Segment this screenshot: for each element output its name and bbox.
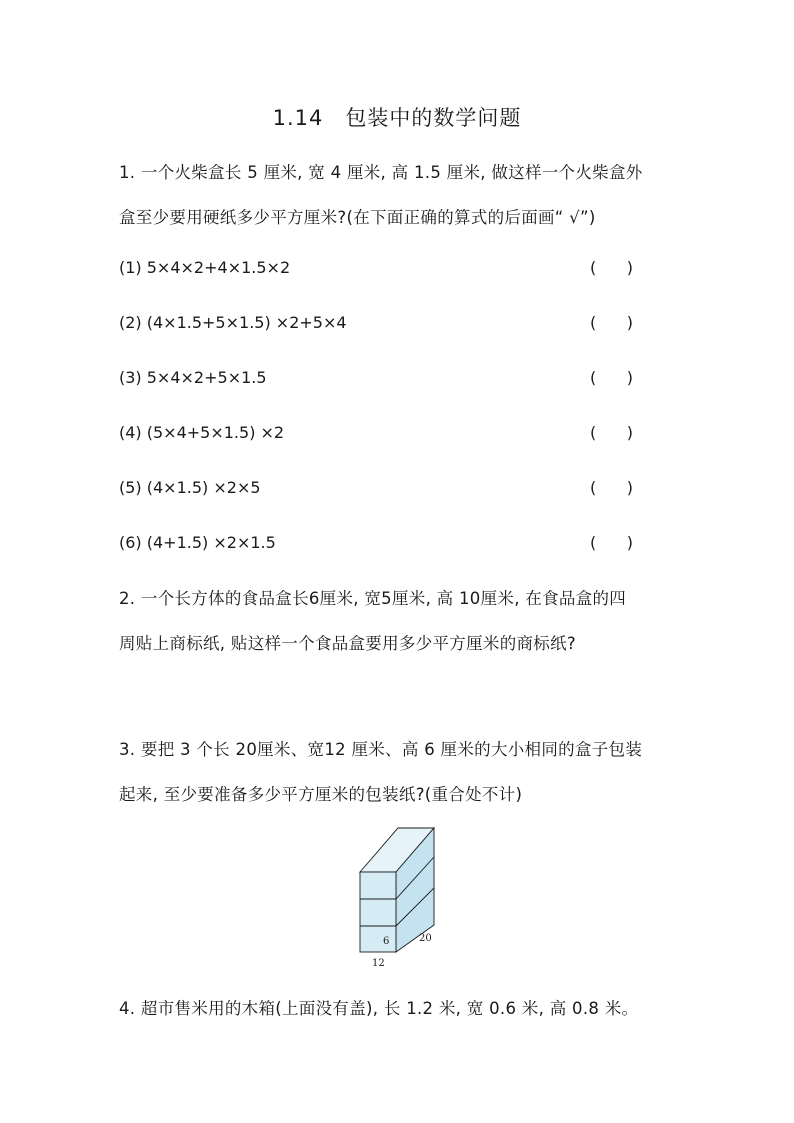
option-row: [119, 419, 649, 447]
question-3-line-2: 起来, 至少要准备多少平方厘米的包装纸?(重合处不计): [119, 785, 523, 804]
height-label: 6: [383, 936, 390, 947]
question-4-line-1: 4. 超市售米用的木箱(上面没有盖), 长 1.2 米, 宽 0.6 米, 高 0.8 米。: [119, 999, 639, 1018]
question-2-text: [119, 576, 679, 666]
question-4-text: [119, 986, 679, 1031]
option-expression: (5) (4×1.5) ×2×5: [119, 478, 261, 497]
answer-blank[interactable]: ( ): [590, 313, 633, 332]
answer-blank[interactable]: ( ): [590, 478, 633, 497]
width-label: 12: [372, 958, 385, 969]
option-row: [119, 529, 649, 557]
option-row: [119, 254, 649, 282]
answer-blank[interactable]: ( ): [590, 423, 633, 442]
question-3-text: [119, 727, 679, 817]
option-row: [119, 309, 649, 337]
stacked-boxes-figure: [355, 822, 445, 972]
box-front-face: [360, 872, 396, 952]
question-2-line-2: 周贴上商标纸, 贴这样一个食品盒要用多少平方厘米的商标纸?: [119, 634, 576, 653]
option-expression: (2) (4×1.5+5×1.5) ×2+5×4: [119, 313, 347, 332]
question-3-line-1: 3. 要把 3 个长 20厘米、宽12 厘米、高 6 厘米的大小相同的盒子包装: [119, 740, 643, 759]
stacked-boxes-diagram: [355, 822, 445, 972]
depth-label: 20: [419, 933, 432, 944]
option-expression: (4) (5×4+5×1.5) ×2: [119, 423, 285, 442]
question-1-text: [119, 150, 679, 240]
question-1-line-2: 盒至少要用硬纸多少平方厘米?(在下面正确的算式的后面画“ √”): [119, 208, 596, 227]
option-row: [119, 474, 649, 502]
option-expression: (6) (4+1.5) ×2×1.5: [119, 533, 276, 552]
page-title: 1.14 包装中的数学问题: [272, 106, 522, 130]
answer-blank[interactable]: ( ): [590, 368, 633, 387]
option-row: [119, 364, 649, 392]
answer-blank[interactable]: ( ): [590, 533, 633, 552]
option-expression: (3) 5×4×2+5×1.5: [119, 368, 267, 387]
question-1-line-1: 1. 一个火柴盒长 5 厘米, 宽 4 厘米, 高 1.5 厘米, 做这样一个火柴盒外: [119, 163, 643, 182]
option-expression: (1) 5×4×2+4×1.5×2: [119, 258, 291, 277]
question-2-line-1: 2. 一个长方体的食品盒长6厘米, 宽5厘米, 高 10厘米, 在食品盒的四: [119, 589, 627, 608]
answer-blank[interactable]: ( ): [590, 258, 633, 277]
